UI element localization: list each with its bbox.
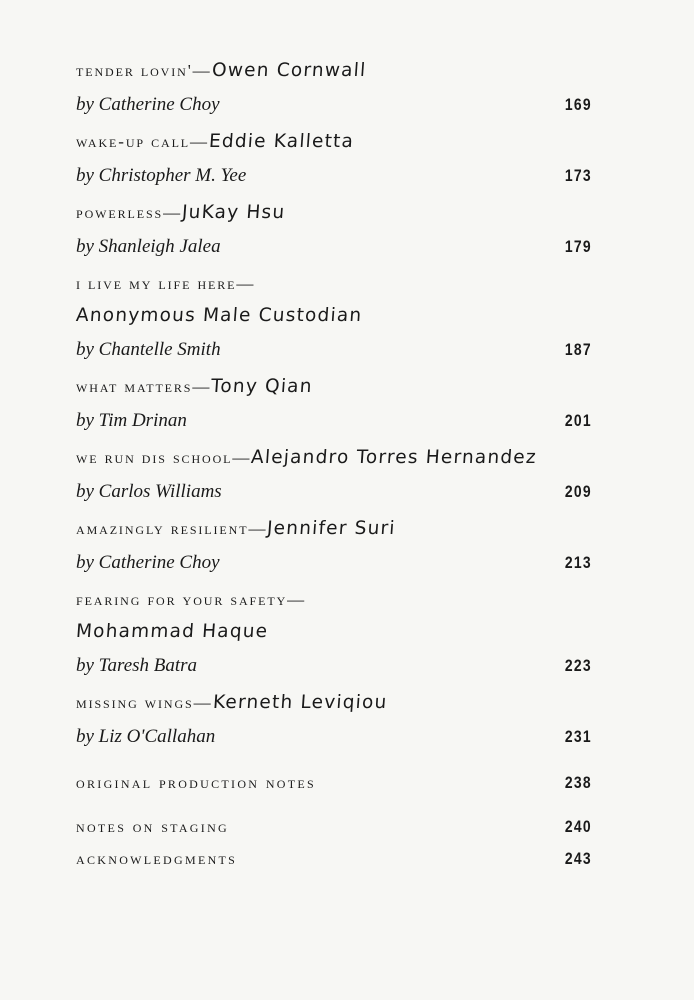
interviewee-name: Alejandro Torres Hernandez — [250, 447, 538, 468]
entry-heading — [76, 687, 592, 719]
entry-title: missing wings — [76, 693, 194, 712]
author-row — [76, 648, 592, 684]
back-matter-title: acknowledgments — [76, 849, 238, 868]
author-name: by Liz O'Callahan — [76, 726, 216, 747]
toc-entry — [76, 371, 592, 439]
back-matter-item — [76, 767, 592, 799]
entry-heading — [76, 442, 592, 474]
toc-entry — [76, 584, 592, 684]
em-dash: — — [190, 132, 209, 151]
author-name: by Chantelle Smith — [76, 339, 221, 360]
page-number: 243 — [565, 849, 592, 868]
entry-heading — [76, 513, 592, 545]
author-row — [76, 332, 592, 368]
interviewee-name: Jennifer Suri — [266, 518, 397, 539]
interviewee-name: Mohammad Haque — [75, 621, 270, 642]
toc-entry — [76, 687, 592, 755]
author-row — [76, 545, 592, 581]
em-dash: — — [192, 61, 212, 80]
author-row — [76, 719, 592, 755]
entry-heading — [76, 126, 592, 158]
author-name: by Catherine Choy — [76, 94, 220, 115]
author-row — [76, 403, 592, 439]
em-dash: — — [193, 693, 213, 712]
author-row — [76, 158, 592, 194]
entry-title: amazingly resilient — [76, 519, 249, 538]
entry-heading — [76, 584, 592, 616]
entry-heading — [76, 55, 592, 87]
page-number: 201 — [565, 411, 592, 430]
back-matter-item — [76, 843, 592, 875]
page-number: 223 — [565, 656, 592, 675]
author-name: by Tim Drinan — [76, 410, 187, 431]
author-row — [76, 87, 592, 123]
entry-heading-continued — [76, 616, 592, 648]
interviewee-name: Kerneth Leviqiou — [211, 692, 388, 713]
page-number: 173 — [565, 166, 592, 185]
author-name: by Christopher M. Yee — [76, 165, 247, 186]
em-dash: — — [236, 274, 256, 293]
entry-title: we run dis school — [76, 448, 233, 467]
page-number: 238 — [565, 773, 592, 792]
author-row — [76, 474, 592, 510]
entry-heading — [76, 371, 592, 403]
interviewee-name: Owen Cornwall — [210, 60, 367, 81]
toc-entry — [76, 268, 592, 368]
back-matter-title: original production notes — [76, 773, 316, 792]
author-row — [76, 229, 592, 265]
author-name: by Shanleigh Jalea — [76, 236, 221, 257]
entry-title: fearing for your safety — [76, 590, 288, 609]
toc-entry — [76, 513, 592, 581]
interviewee-name: Eddie Kalletta — [208, 131, 355, 152]
back-matter-item — [76, 811, 592, 843]
author-name: by Carlos Williams — [76, 481, 222, 502]
page-number: 231 — [565, 727, 592, 746]
page-number: 187 — [565, 340, 592, 359]
interviewee-name: Anonymous Male Custodian — [75, 305, 364, 326]
toc-entry — [76, 55, 592, 123]
page-number: 240 — [565, 817, 592, 836]
em-dash: — — [232, 448, 252, 467]
entry-title: i live my life here — [76, 274, 237, 293]
entry-heading-continued — [76, 300, 592, 332]
em-dash: — — [163, 203, 183, 222]
entry-title: powerless — [76, 203, 164, 222]
em-dash: — — [248, 519, 268, 538]
page-number: 179 — [565, 237, 592, 256]
interviewee-name: Tony Qian — [210, 376, 314, 397]
page-number: 213 — [565, 553, 592, 572]
em-dash: — — [287, 590, 307, 609]
back-matter-title: notes on staging — [76, 817, 230, 836]
entry-title: tender lovin' — [76, 61, 193, 80]
entry-heading — [76, 197, 592, 229]
page-number: 209 — [565, 482, 592, 501]
entry-heading — [76, 268, 592, 300]
author-name: by Catherine Choy — [76, 552, 220, 573]
page-number: 169 — [565, 95, 592, 114]
toc-entry — [76, 126, 592, 194]
table-of-contents — [76, 55, 592, 875]
entry-title: what matters — [76, 377, 193, 396]
author-name: by Taresh Batra — [76, 655, 198, 676]
em-dash: — — [192, 377, 212, 396]
entry-title: wake-up call — [76, 132, 191, 151]
interviewee-name: JuKay Hsu — [181, 202, 287, 223]
toc-entry — [76, 442, 592, 510]
toc-entry — [76, 197, 592, 265]
